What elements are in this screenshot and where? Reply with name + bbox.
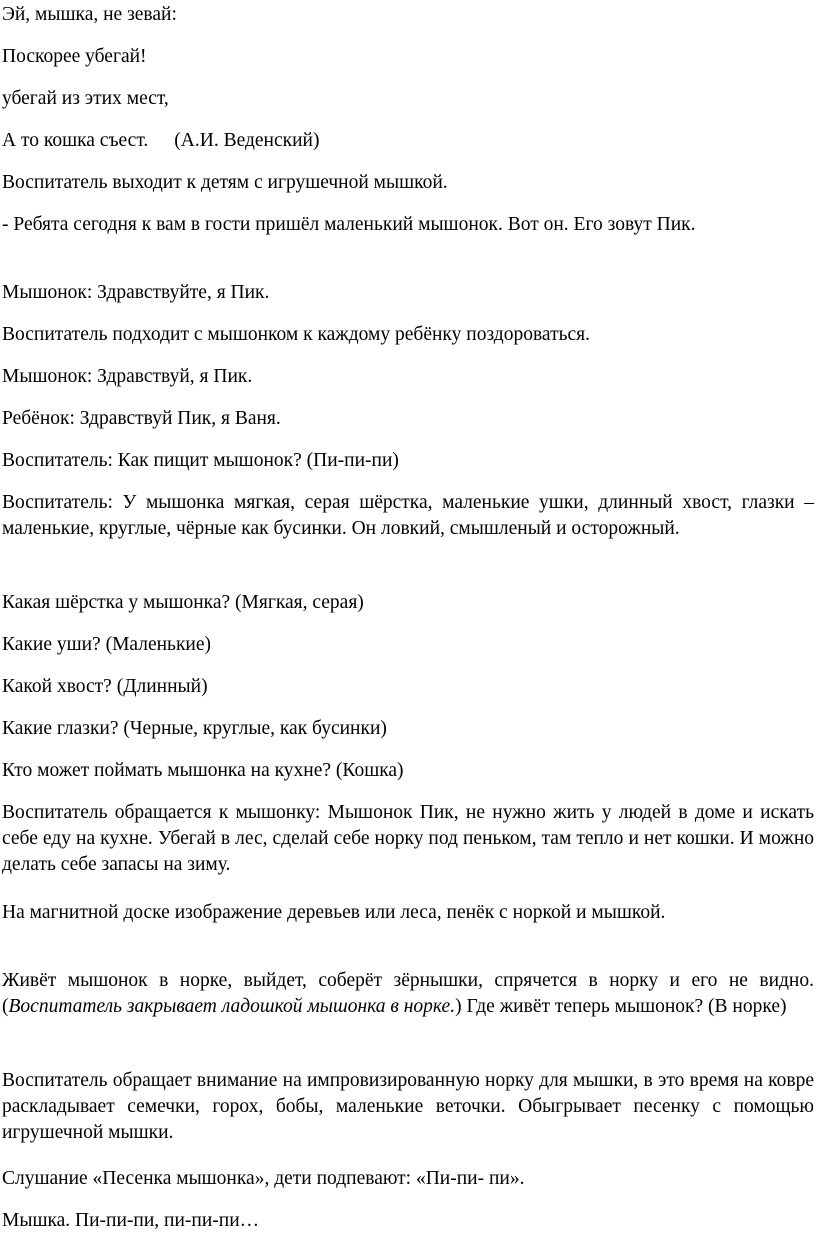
paragraph: Воспитатель: У мышонка мягкая, серая шёрстка, маленькие ушки, длинный хвост, глазки – маленькие, круглые, чёрные как бусинки. Он ловкий, смышленый и осторожный. [2, 492, 814, 539]
paragraph: Какие уши? (Маленькие) [2, 634, 212, 655]
paragraph [2, 968, 814, 1020]
paragraph: Мышонок: Здравствуйте, я Пик. [2, 282, 270, 303]
poem-line-1: Эй, мышка, не зевай: [2, 4, 177, 25]
paragraph: Мышонок: Здравствуй, я Пик. [2, 366, 253, 387]
paragraph: Воспитатель: Как пищит мышонок? (Пи-пи-пи) [2, 450, 399, 471]
paragraph: Воспитатель обращается к мышонку: Мышонок Пик, не нужно жить у людей в доме и искать себе еду на кухне. Убегай в лес, сделай себе норку под пеньком, там тепло и нет кошки. И можно делать себе запасы на зиму. [2, 802, 814, 875]
paragraph: На магнитной доске изображение деревьев или леса, пенёк с норкой и мышкой. [2, 902, 666, 923]
paragraph: Кто может поймать мышонка на кухне? (Кошка) [2, 760, 404, 781]
paragraph-text: Живёт мышонок в норке, выйдет, соберёт зёрнышки, спрячется в норку и его не видно. ( [2, 970, 814, 1017]
paragraph: Какая шёрстка у мышонка? (Мягкая, серая) [2, 592, 364, 613]
paragraph: Ребёнок: Здравствуй Пик, я Ваня. [2, 408, 281, 429]
paragraph-italic-remark: Воспитатель закрывает ладошкой мышонка в норке. [8, 996, 456, 1017]
paragraph: Воспитатель обращает внимание на импровизированную норку для мышки, в это время на ковре раскладывает семечки, горох, бобы, маленькие веточки. Обыгрывает песенку с помощью игрушечной мышки. [2, 1070, 814, 1143]
paragraph-text: ) Где живёт теперь мышонок? (В норке) [455, 996, 787, 1017]
paragraph: - Ребята сегодня к вам в гости пришёл маленький мышонок. Вот он. Его зовут Пик. [2, 214, 696, 235]
poem-line-2: Поскорее убегай! [2, 46, 147, 67]
poem-line-3: убегай из этих мест, [2, 88, 169, 109]
paragraph: Какие глазки? (Черные, круглые, как бусинки) [2, 718, 387, 739]
paragraph: Воспитатель подходит с мышонком к каждому ребёнку поздороваться. [2, 324, 590, 345]
paragraph: Мышка. Пи-пи-пи, пи-пи-пи… [2, 1210, 260, 1231]
paragraph: Какой хвост? (Длинный) [2, 676, 208, 697]
paragraph: Воспитатель выходит к детям с игрушечной мышкой. [2, 172, 448, 193]
poem-line-4 [2, 128, 814, 154]
poem-line-4-text: А то кошка съест. [2, 130, 149, 151]
poem-author: (А.И. Веденский) [174, 130, 320, 151]
paragraph: Слушание «Песенка мышонка», дети подпевают: «Пи-пи- пи». [2, 1168, 525, 1189]
